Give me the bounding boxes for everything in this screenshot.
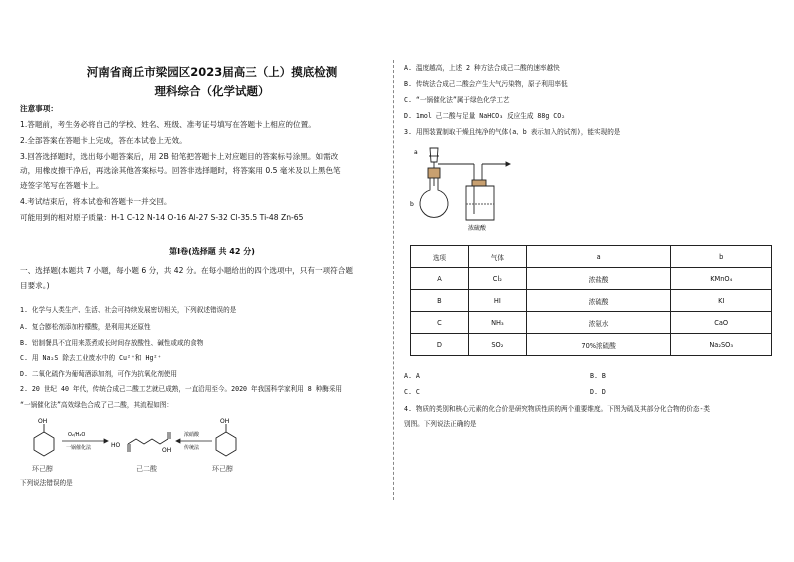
header-cell: 选项 bbox=[411, 246, 469, 268]
q3-answer-d: D. D bbox=[590, 388, 606, 396]
column-divider bbox=[393, 60, 394, 500]
label-b: b bbox=[410, 201, 414, 208]
atomic-mass-line: 可能用到的相对原子质量：H-1 C-12 N-14 O-16 Al-27 S-32 Cl-35.5 Ti-48 Zn-65 bbox=[20, 213, 304, 222]
right-column bbox=[404, 0, 782, 562]
header-cell: b bbox=[671, 246, 772, 268]
table-cell: 浓盐酸 bbox=[526, 268, 671, 290]
q2-stem: 2. 20 世纪 40 年代，传统合成己二酸工艺就已成熟，一直沿用至今。2020 年我国科学家利用 8 种酶采用 bbox=[20, 385, 343, 393]
cyclohexanol-left-structure bbox=[34, 424, 54, 456]
table-cell: C bbox=[411, 312, 469, 334]
label-cyclohexanol-right: 环己醇 bbox=[212, 465, 233, 473]
label-cyclohexanol-left: 环己醇 bbox=[32, 465, 53, 473]
table-cell: KMnO₄ bbox=[671, 268, 772, 290]
table-cell: HI bbox=[468, 290, 526, 312]
q2-option-c: C. “一锅催化法”属于绿色化学工艺 bbox=[404, 96, 510, 104]
round-bottom-flask bbox=[420, 168, 448, 217]
notice-heading: 注意事项： bbox=[20, 104, 58, 113]
q1-option-a: A. 复合膨松剂添加柠檬酸，是利用其还原性 bbox=[20, 323, 151, 331]
arrow-traditional bbox=[176, 439, 212, 443]
header-cell: a bbox=[526, 246, 671, 268]
table-cell: NH₃ bbox=[468, 312, 526, 334]
table-cell: CaO bbox=[671, 312, 772, 334]
q2-option-b: B. 传统法合成己二酸会产生大气污染物，原子利用率低 bbox=[404, 80, 568, 88]
table-row bbox=[411, 334, 772, 356]
q3-answer-b: B. B bbox=[590, 372, 606, 380]
table-cell: Cl₂ bbox=[468, 268, 526, 290]
q2-option-d: D. 1mol 己二酸与足量 NaHCO₃ 反应生成 88g CO₂ bbox=[404, 112, 566, 120]
notice-line: 1.答题前，考生务必将自己的学校、姓名、班级、准考证号填写在答题卡上相应的位置。 bbox=[20, 120, 316, 129]
q4-stem: 别图。下列说法正确的是 bbox=[404, 420, 477, 428]
notice-line: 2.全部答案在答题卡上完成，答在本试卷上无效。 bbox=[20, 136, 187, 145]
table-cell: A bbox=[411, 268, 469, 290]
notice-line: 迹签字笔写在答题卡上。 bbox=[20, 181, 104, 190]
table-row bbox=[411, 312, 772, 334]
q1-stem: 1. 化学与人类生产、生活、社会可持续发展密切相关，下列叙述错误的是 bbox=[20, 306, 237, 314]
table-cell: Na₂SO₃ bbox=[671, 334, 772, 356]
section-intro: 目要求。) bbox=[20, 281, 50, 290]
table-cell: 70%浓硫酸 bbox=[526, 334, 671, 356]
exam-subtitle: 理科综合（化学试题） bbox=[154, 84, 270, 98]
q1-option-c: C. 用 Na₂S 除去工业废水中的 Cu²⁺和 Hg²⁺ bbox=[20, 354, 162, 362]
q3-answer-c: C. C bbox=[404, 388, 420, 396]
table-cell: D bbox=[411, 334, 469, 356]
left-column bbox=[14, 0, 386, 562]
dropping-funnel bbox=[429, 148, 439, 186]
exam-title: 河南省商丘市梁园区2023届高三（上）摸底检测 bbox=[86, 65, 338, 79]
table-cell: SO₂ bbox=[468, 334, 526, 356]
reaction-scheme bbox=[24, 414, 244, 476]
options-table bbox=[410, 245, 772, 356]
q1-option-d: D. 二氧化硫作为葡萄酒添加剂，可作为抗氧化剂使用 bbox=[20, 370, 177, 378]
reagent-top: O₂/H₂O bbox=[68, 432, 86, 438]
connecting-tube bbox=[438, 162, 510, 214]
q3-answer-a: A. A bbox=[404, 372, 420, 380]
q2-stem: “一锅催化法”高效绿色合成了己二酸，其流程如图： bbox=[20, 401, 174, 409]
q4-stem: 4. 物质的类别和核心元素的化合价是研究物质性质的两个重要维度。下图为硫及其部分化合物的价态-类 bbox=[404, 405, 711, 413]
table-cell: B bbox=[411, 290, 469, 312]
header-cell: 气体 bbox=[468, 246, 526, 268]
q1-option-b: B. 铝制餐具不宜用来蒸煮或长时间存放酸性、碱性或咸的食物 bbox=[20, 339, 204, 347]
ho-label: HO bbox=[111, 442, 121, 449]
label-conc-sulfuric: 浓硫酸 bbox=[468, 225, 487, 232]
reagent2-bottom: 传统法 bbox=[184, 445, 200, 451]
oh-label: OH bbox=[162, 447, 172, 454]
reagent-bottom: 一锅催化法 bbox=[66, 445, 92, 451]
oh-label: OH bbox=[38, 418, 48, 425]
label-adipic-acid: 己二酸 bbox=[136, 465, 157, 473]
notice-line: 3.回答选择题时，选出每小题答案后，用 2B 铅笔把答题卡上对应题目的答案标号涂黑。如需改 bbox=[20, 152, 339, 161]
table-row bbox=[411, 290, 772, 312]
wash-bottle bbox=[466, 180, 494, 220]
notice-line: 4.考试结束后，将本试卷和答题卡一并交回。 bbox=[20, 197, 172, 206]
cyclohexanol-right-structure bbox=[216, 424, 236, 456]
table-cell: 浓硫酸 bbox=[526, 290, 671, 312]
table-cell: KI bbox=[671, 290, 772, 312]
table-cell: 浓氨水 bbox=[526, 312, 671, 334]
table-row bbox=[411, 268, 772, 290]
section-title: 第Ⅰ卷(选择题 共 42 分) bbox=[169, 247, 255, 256]
gas-apparatus-diagram bbox=[408, 140, 528, 232]
q2-ask: 下列说法错误的是 bbox=[20, 479, 73, 487]
q3-stem: 3. 用图装置制取干燥且纯净的气体(a、b 表示加入的试剂)，能实现的是 bbox=[404, 128, 621, 136]
reagent2-top: 浓硝酸 bbox=[184, 432, 200, 438]
label-a: a bbox=[414, 149, 418, 156]
notice-line: 动，用橡皮擦干净后，再选涂其他答案标号。回答非选择题时，将答案用 0.5 毫米及以上黑色笔 bbox=[20, 166, 341, 175]
oh-label: OH bbox=[220, 418, 230, 425]
q2-option-a: A. 温度越高，上述 2 种方法合成己二酸的速率越快 bbox=[404, 64, 560, 72]
section-intro: 一、选择题(本题共 7 小题，每小题 6 分，共 42 分。在每小题给出的四个选项中，只有一项符合题 bbox=[20, 266, 353, 275]
arrow-one-pot bbox=[62, 439, 108, 443]
table-header-row bbox=[411, 246, 772, 268]
